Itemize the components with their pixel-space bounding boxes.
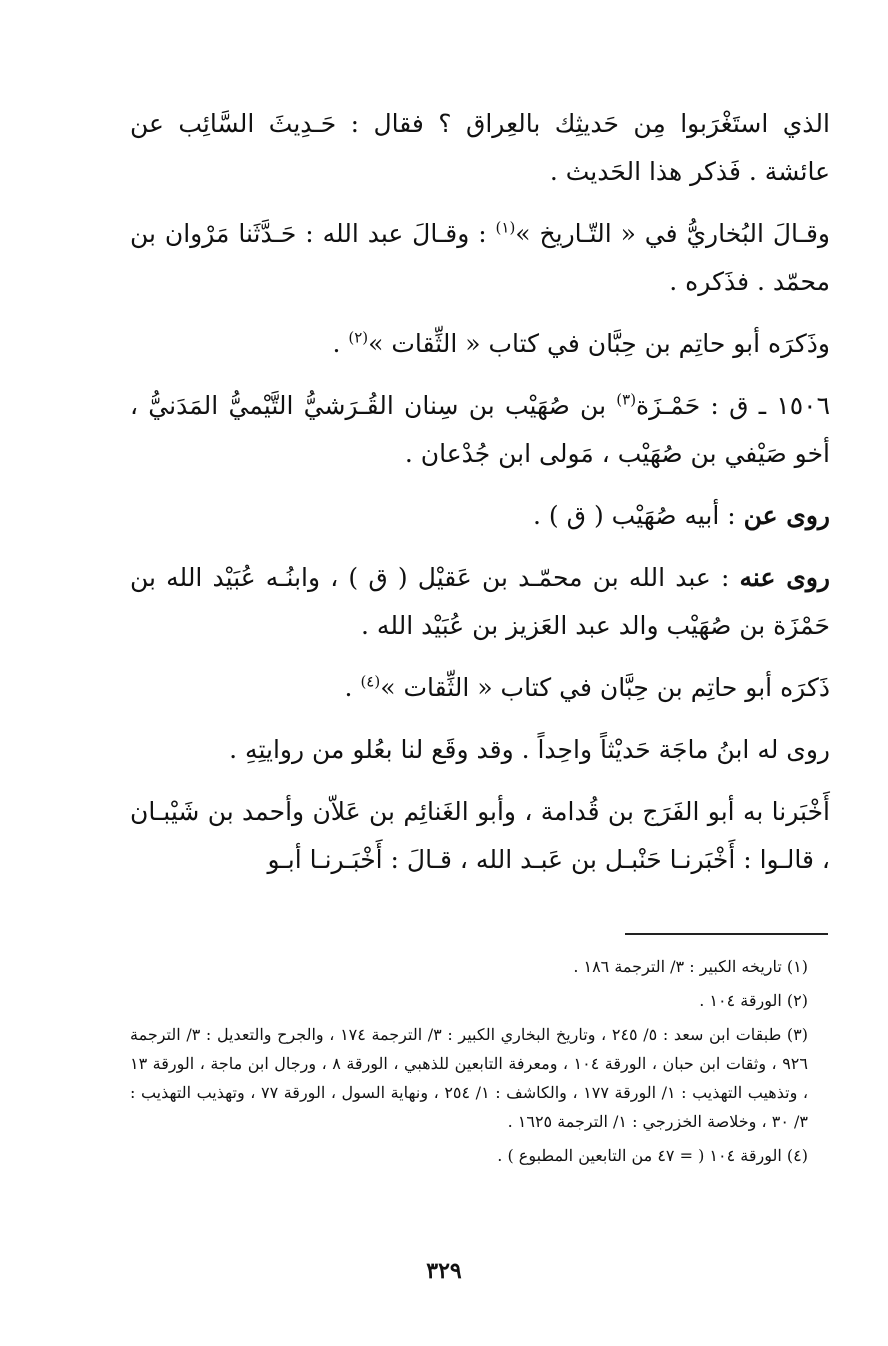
footnote-4: (٤) الورقة ١٠٤ ( = ٤٧ من التابعين المطبوع ) .: [497, 1146, 808, 1165]
footnote-2: (٢) الورقة ١٠٤ .: [699, 991, 808, 1010]
page-number: ٣٢٩: [426, 1258, 462, 1284]
paragraph-hadith-intro: الذي استَغْرَبوا مِن حَديثِك بالعِراق ؟ فقال : حَـدِيثَ السَّائِب عن عائشة . فَذكر هذا الحَديث .: [130, 109, 830, 186]
main-text: [130, 100, 830, 898]
footnote-ref-3[interactable]: (٣): [616, 390, 637, 409]
footnotes: [130, 952, 830, 1175]
footnote-ref-2[interactable]: (٢): [348, 328, 369, 347]
footnote-ref-4[interactable]: (٤): [360, 672, 381, 691]
footnote-ref-1[interactable]: (١): [495, 218, 516, 237]
paragraph-ibn-hibban-2: ذَكرَه أبو حاتِم بن حِبَّان في كتاب « الثِّقات »$^{(٤)}$ .: [344, 672, 830, 702]
paragraph-entry-heading: ١٥٠٦ ـ ق : حَمْـزَة$^{(٣)}$ بن صُهَيْب بن سِنان القُـرَشيُّ التَّيْميُّ المَدَنيُّ ، أخو صَيْفي بن صُهَيْب ، مَولى ابن جُدْعان .: [130, 390, 830, 468]
narrated-by-label: روى عنه: [739, 563, 830, 592]
narrated-from-label: روى عن: [743, 501, 830, 530]
footnote-divider: [625, 933, 828, 935]
paragraph-narrated-from: روى عن : أبيه صُهَيْب ( ق ) .: [533, 501, 830, 530]
footnote-1: (١) تاريخه الكبير : ٣/ الترجمة ١٨٦ .: [573, 957, 808, 976]
paragraph-chain: أَخْبَرنا به أبو الفَرَج بن قُدامة ، وأبو الغَنائِم بن عَلاّن وأحمد بن شَيْبـان ، قالـوا : أَخْبَرنـا حَنْبـل بن عَبـد الله ، قـالَ : أَخْبَـرنـا أبـو: [130, 797, 830, 874]
footnote-3: (٣) طبقات ابن سعد : ٥/ ٢٤٥ ، وتاريخ البخاري الكبير : ٣/ الترجمة ١٧٤ ، والجرح والتعديل : ٣/ الترجمة ٩٢٦ ، وثقات ابن حبان ، الورقة ١٠٤ ، ومعرفة التابعين للذهبي ، الورقة ٨ ، ورجال ابن ماجة ، الورقة ١٣ ، وتذهيب التهذيب : ١/ الورقة ١٧٧ ، والكاشف : ١/ ٢٥٤ ، ونهاية السول ، الورقة ٧٧ ، وتهذيب التهذيب : ٣/ ٣٠ ، وخلاصة الخزرجي : ١/ الترجمة ١٦٢٥ .: [130, 1025, 809, 1131]
paragraph-narrated-by: روى عنه : عبد الله بن محمّـد بن عَقيْل ( ق ) ، وابنُـه عُبَيْد الله بن حَمْزَة بن صُهَيْب والد عبد العَزيز بن عُبَيْد الله .: [130, 563, 830, 640]
paragraph-ibn-hibban-1: وذَكرَه أبو حاتِم بن حِبَّان في كتاب « الثِّقات »$^{(٢)}$ .: [332, 328, 830, 358]
paragraph-bukhari: وقـالَ البُخاريُّ في « التّـاريخ »$^{(١)}$ : وقـالَ عبد الله : حَـدَّثَنا مَرْوان بن محمّد . فذَكره .: [130, 218, 830, 296]
paragraph-ibn-majah: روى له ابنُ ماجَة حَديْثاً واحِداً . وقد وقَع لنا بعُلو من روايتِهِ .: [229, 735, 830, 764]
